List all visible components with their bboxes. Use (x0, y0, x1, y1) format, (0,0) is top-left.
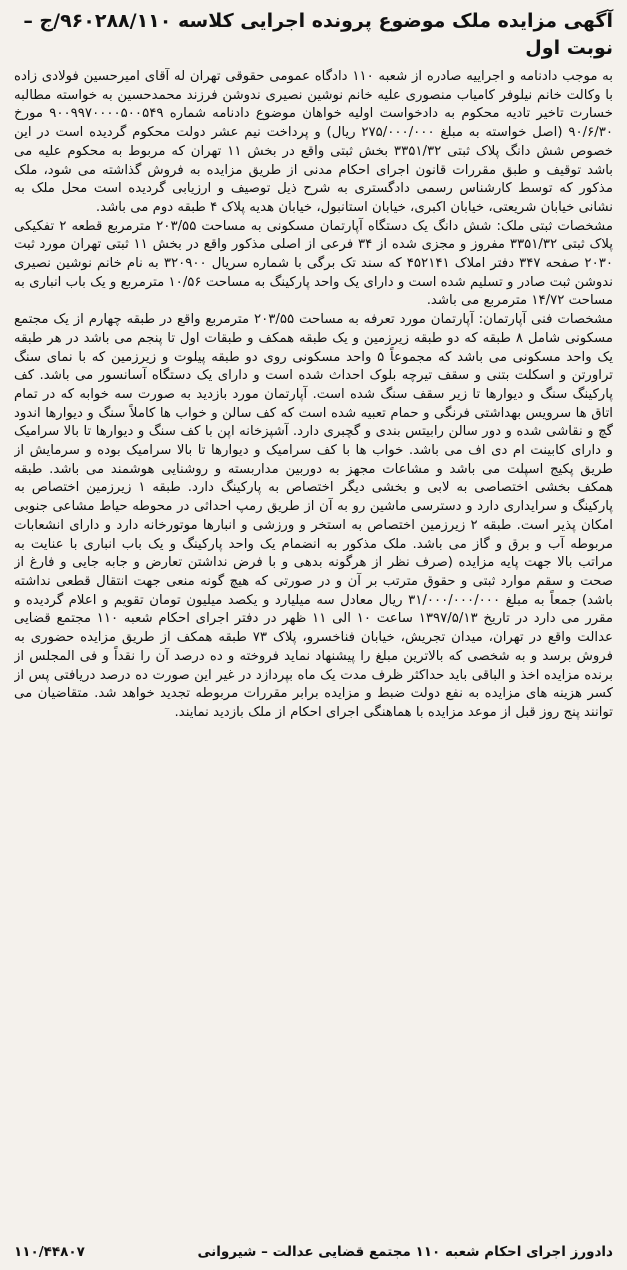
notice-paragraph-intro: به موجب دادنامه و اجراییه صادره از شعبه ۱۱۰ دادگاه عمومی حقوقی تهران له آقای امیرحسین فولادی زاده با وکالت خانم نیلوفر کامیاب منصوری علیه خانم نوشین نصیری ندوشن فرزند محمدحسین به خواسته مطالبه خسارت تاخیر تادیه محکوم به دادخواست اولیه خواهان موضوع دادنامه شماره ۹۰۰۹۹۷۰۰۰۰۵۰۰۵۴۹ مورخ ۹۰/۶/۳۰ (اصل خواسته به مبلغ ۲۷۵/۰۰۰/۰۰۰ ریال) و پرداخت نیم عشر دولت محکوم گردیده است در این خصوص شش دانگ پلاک ثبتی ۳۳۵۱/۳۲ بخش ثبتی واقع در بخش ۱۱ تهران که مربوط به محکوم علیه می باشد توقیف و طبق مقررات قانون اجرای احکام مدنی از طریق مزایده به فروش گذاشته می شود، ملک مذکور که توسط کارشناس رسمی دادگستری به شرح ذیل توصیف و ارزیابی گردیده است محل ملک به نشانی خیابان شریعتی، خیابان اکبری، خیابان استانبول، خیابان هدیه پلاک ۴ طبقه دوم می باشد. (14, 69, 613, 215)
notice-title: آگهی مزایده ملک موضوع پرونده اجرایی کلاسه ۹۶۰۲۸۸/۱۱۰/ج – نوبت اول (23, 10, 613, 59)
notice-paragraph-registration-specs: مشخصات ثبتی ملک: شش دانگ یک دستگاه آپارتمان مسکونی به مساحت ۲۰۳/۵۵ مترمربع قطعه ۲ تفکیکی پلاک ثبتی ۳۳۵۱/۳۲ مفروز و مجزی شده از ۳۴ فرعی از اصلی مذکور واقع در بخش ۱۱ ثبتی تهران مورد ثبت ۲۰۳۰ صفحه ۳۴۷ دفتر املاک ۴۵۲۱۴۱ که سند تک برگی با شماره سریال ۳۲۰۹۰۰ به نام خانم نوشین نصیری ندوشن ثبت صادر و تسلیم شده است و دارای یک واحد پارکینگ به مساحت ۱۰/۵۶ مترمربع و یک باب انباری به مساحت ۱۴/۷۲ مترمربع می باشد. (14, 218, 613, 309)
notice-footer (14, 1242, 613, 1262)
notice-body (14, 68, 613, 1240)
notice-paragraph-technical-specs: مشخصات فنی آپارتمان: آپارتمان مورد تعرفه به مساحت ۲۰۳/۵۵ مترمربع واقع در طبقه چهارم از یک مجتمع مسکونی شامل ۸ طبقه که دو طبقه زیرزمین و یک طبقه همکف و طبقات اول تا پنجم می باشد در هر طبقه یک واحد مسکونی می باشد که مجموعاً ۵ واحد مسکونی روی دو طبقه پیلوت و زیرزمین که با نمای سنگ تراورتن و اسکلت بتنی و سقف تیرچه بلوک احداث شده است و دارای یک دستگاه آسانسور می باشد. کف پارکینگ سنگ و دیوارها تا زیر سقف سنگ شده است. آپارتمان مورد بازدید به صورت سه خوابه که در تمام اتاق ها سرویس بهداشتی فرنگی و حمام تعبیه شده است که کف سالن و خواب ها کاملاً سنگ و دیوارها اندود گچ و نقاشی شده و دور سالن رابیتس بندی و گچبری دارد. آشپزخانه اپن با کف سنگ و دیوارها تا بالا سرامیک و دارای کابینت ام دی اف می باشد. خواب ها با کف سرامیک و دیوارها تا بالا سرامیک بوده و سرمایش از طریق پکیج اسپلت می باشد و مشاعات مجهز به دوربین مداربسته و روشنایی هوشمند می باشد. طبقه همکف بخشی اختصاصی به لابی و بخشی دیگر اختصاص به پارکینگ دارد. طبقه ۱ زیرزمین اختصاص به پارکینگ و سرایداری دارد و دسترسی ماشین رو به آن از طریق رمپ احداثی در محوطه حیاط مشاعی جنوبی امکان پذیر است. طبقه ۲ زیرزمین اختصاص به استخر و ورزشی و انبارها موتورخانه دارد و دارای انشعابات مربوطه آب و برق و گاز می باشد. ملک مذکور به انضمام یک واحد پارکینگ و یک باب انباری با عنایت به مراتب بالا جهت پایه مزایده (صرف نظر از هرگونه بدهی و با فرض نداشتن تعارض و جابه جایی و فارغ از صحت و سقم موارد ثبتی و حقوق مترتب بر آن و در صورتی که هیچ گونه منعی جهت انتقال قطعی نداشته باشد) جمعاً به مبلغ ۳۱/۰۰۰/۰۰۰/۰۰۰ ریال معادل سه میلیارد و یکصد میلیون تومان تقویم و اعلام گردیده و مقرر می دارد در تاریخ ۱۳۹۷/۵/۱۳ ساعت ۱۰ الی ۱۱ ظهر در دفتر اجرای احکام شعبه ۱۱۰ مجتمع قضایی عدالت واقع در تهران، میدان تجریش، خیابان فناخسرو، پلاک ۷۳ طبقه همکف از طریق مزایده حضوری به فروش برسد و به شخصی که بالاترین مبلغ را پیشنهاد نماید فروخته و ده درصد آن را نقداً و فی المجلس از برنده مزایده اخذ و الباقی باید حداکثر ظرف مدت یک ماه بپردازد در غیر این صورت ده درصد دریافتی پس از کسر هزینه های مزایده به نفع دولت ضبط و مزایده برابر مقررات مربوطه تجدید خواهد شد. متقاضیان می توانند پنج روز قبل از موعد مزایده با هماهنگی اجرای احکام از ملک بازدید نمایند. (14, 312, 613, 720)
notice-signature: دادورز اجرای احکام شعبه ۱۱۰ مجتمع قضایی عدالت – شیروانی (197, 1244, 613, 1260)
notice-reference-number: ۱۱۰/۴۴۸۰۷ (14, 1244, 85, 1260)
